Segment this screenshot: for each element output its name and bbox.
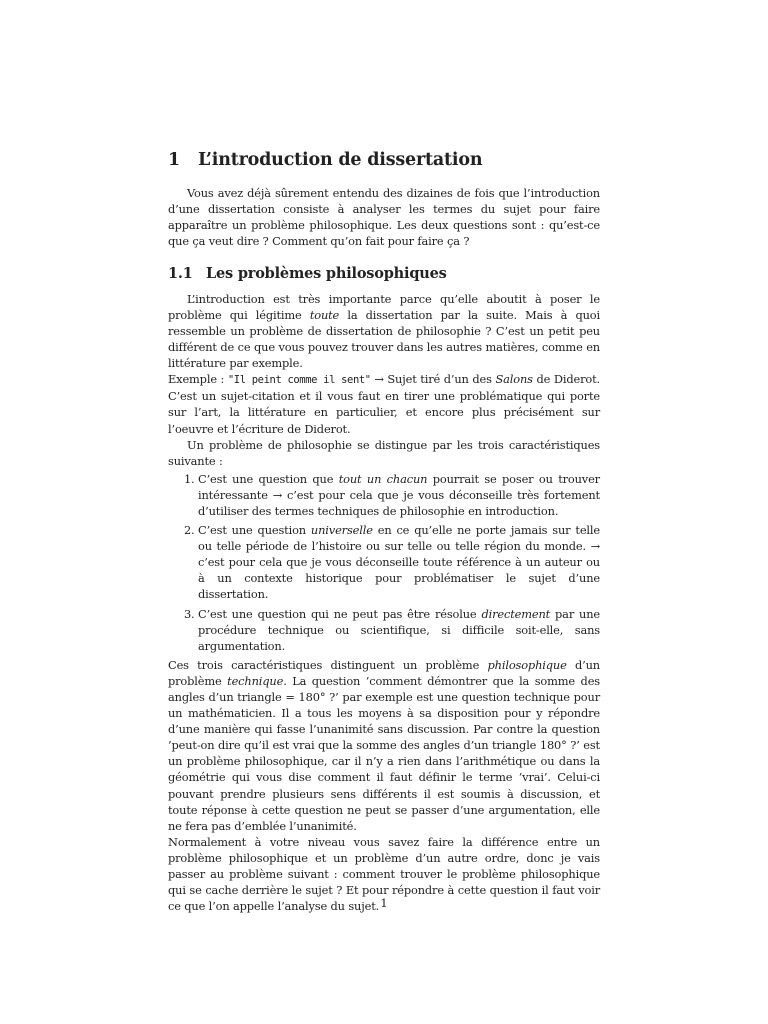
subsection-heading — [168, 265, 600, 282]
text-run: C’est une question — [198, 523, 311, 538]
emphasis-text: philosophique — [487, 657, 567, 672]
text-run: pourrait se poser ou trouver intéressante → c’est pour cela que je vous déconseille très fortement d’utiliser des termes techniques de philosophie en introduction. — [198, 471, 600, 518]
text-run: . La question ’comment démontrer que la somme des angles d’un triangle = 180° ?’ par exemple est une question technique pour un mathématicien. Il a tous les moyens à sa disposition pour y répondre d’une manière qui fasse l’unanimité sans discussion. Par contre la question ’peut-on dire qu’il est vrai que la somme des angles d’un triangle 180° ?’ est un problème philosophique, car il n’y a rien dans l’arithmétique ou dans la géométrie qui vous dise comment il faut définir le terme ’vrai’. Celui-ci pouvant prendre plusieurs sens différents il est soumis à discussion, et toute réponse à cette question ne peut se passer d’une argumentation, elle ne fera pas d’emblée l’unanimité. — [168, 673, 600, 833]
document-page — [168, 150, 600, 914]
emphasis-text: tout un chacun — [338, 471, 428, 486]
paragraph-introduction-importance — [168, 291, 600, 371]
emphasis-text: technique — [227, 673, 284, 688]
text-run: C’est une question qui ne peut pas être résolue — [198, 606, 482, 621]
subsection-title: Les problèmes philosophiques — [206, 265, 447, 283]
emphasis-text: toute — [309, 307, 340, 322]
emphasis-text: directement — [481, 606, 551, 621]
text-run: de Diderot. C’est un sujet-citation et il vous faut en tirer une problématique qui porte sur l’art, la littérature en particulier, et encore plus précisément sur l’oeuvre et l’écriture de Diderot. — [168, 372, 600, 436]
text-run: d’un problème — [168, 657, 600, 688]
text-run: C’est une question que — [198, 471, 339, 486]
characteristics-list — [168, 471, 600, 654]
text-run: Ces trois caractéristiques distinguent un problème — [168, 657, 488, 672]
section-number: 1 — [168, 150, 180, 170]
text-run: L’introduction est très importante parce qu’elle aboutit à poser le problème qui légitime — [168, 291, 600, 322]
page-number: 1 — [380, 896, 388, 910]
list-item — [198, 606, 600, 654]
section-heading — [168, 150, 600, 171]
text-run: par une procédure technique ou scientifique, si difficile soit-elle, sans argumentation. — [198, 606, 601, 653]
paragraph-philosophical-vs-technical — [168, 657, 600, 834]
text-run: Exemple : — [168, 372, 228, 387]
section-title: L’introduction de dissertation — [198, 150, 483, 170]
text-run: en ce qu’elle ne porte jamais sur telle ou telle période de l’histoire ou sur telle ou telle région du monde. → c’est pour cela que je vous déconseille toute référence à un auteur ou à un contexte historique pour problématiser le sujet d’une dissertation. — [198, 523, 600, 602]
list-item — [198, 471, 600, 519]
text-run: la dissertation par la suite. Mais à quoi ressemble un problème de dissertation de philosophie ? C’est un petit peu différent de ce que vous pouvez trouver dans les autres matières, comme en littérature par exemple. — [168, 307, 600, 371]
text-run: → Sujet tiré d’un des — [370, 372, 496, 387]
quoted-subject: "Il peint comme il sent" — [227, 374, 371, 387]
work-title: Salons — [495, 372, 533, 387]
emphasis-text: universelle — [310, 523, 373, 538]
subsection-number: 1.1 — [168, 265, 193, 283]
intro-paragraph: Vous avez déjà sûrement entendu des dizaines de fois que l’introduction d’une dissertation consiste à analyser les termes du sujet pour faire apparaître un problème philosophique. Les deux questions sont : qu’est-ce que ça veut dire ? Comment qu’on fait pour faire ça ? — [168, 186, 600, 249]
paragraph-example — [168, 371, 600, 436]
paragraph-conclusion: Normalement à votre niveau vous savez faire la différence entre un problème philosophique et un problème d’un autre ordre, donc je vais passer au problème suivant : comment trouver le problème philosophique qui se cache derrière le sujet ? Et pour répondre à cette question il faut voir ce que l’on appelle l’analyse du sujet. — [168, 834, 600, 914]
list-item — [198, 522, 600, 602]
paragraph-characteristics-intro: Un problème de philosophie se distingue par les trois caractéristiques suivante : — [168, 437, 600, 468]
